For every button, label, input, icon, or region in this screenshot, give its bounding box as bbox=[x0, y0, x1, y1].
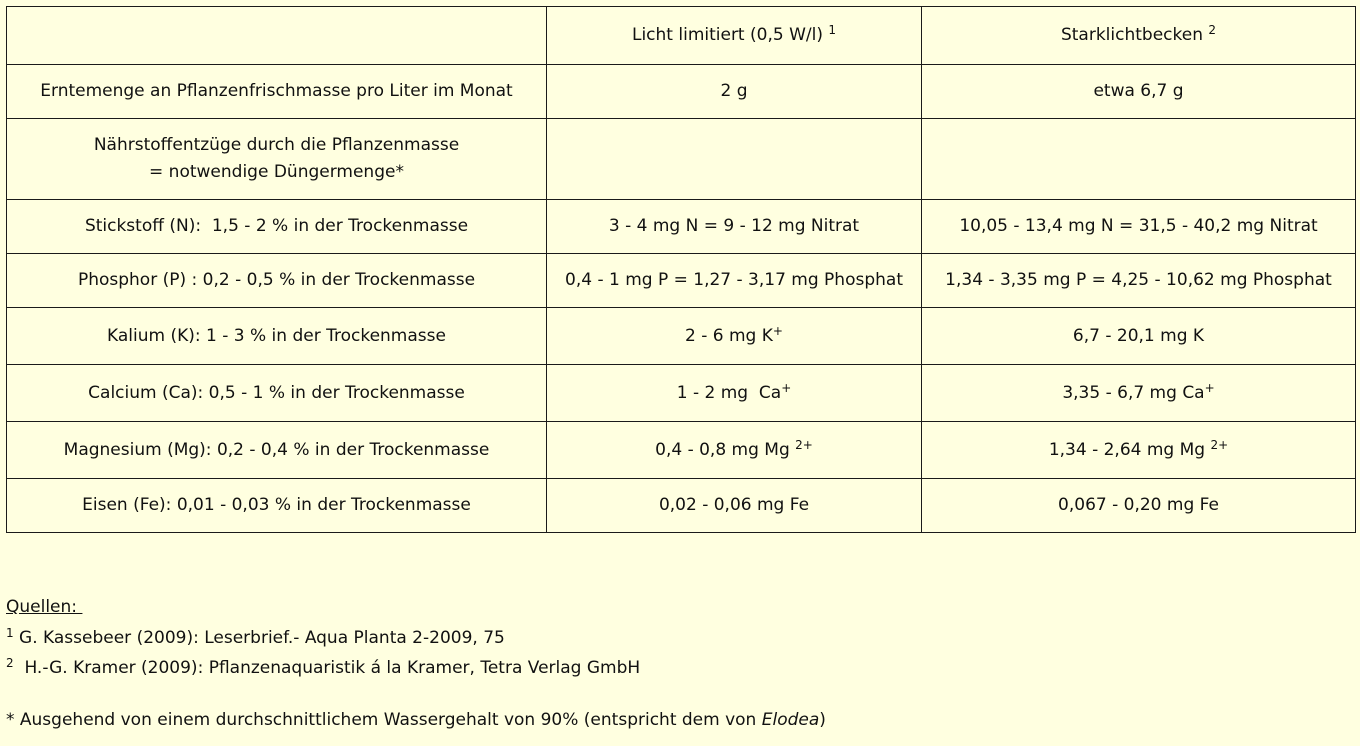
cell-strong-light bbox=[922, 119, 1356, 200]
header-cell-empty bbox=[7, 7, 547, 65]
cell-strong-light: 10,05 - 13,4 mg N = 31,5 - 40,2 mg Nitrat bbox=[922, 200, 1356, 254]
footnote-text: * Ausgehend von einem durchschnittlichem Wassergehalt von 90% (entspricht dem von bbox=[6, 710, 762, 730]
footnote-close: ) bbox=[819, 710, 826, 730]
row-label-line2: = notwendige Düngermenge* bbox=[149, 162, 404, 182]
row-label-line1: Nährstoffentzüge durch die Pflanzenmasse bbox=[93, 135, 460, 155]
cell-light-limited: 2 - 6 mg K+ bbox=[547, 308, 922, 365]
row-label bbox=[7, 119, 547, 200]
cell-light-limited bbox=[547, 119, 922, 200]
table-row bbox=[7, 308, 1356, 365]
row-label: Calcium (Ca): 0,5 - 1 % in der Trockenmasse bbox=[7, 365, 547, 422]
table-row bbox=[7, 119, 1356, 200]
header-cell-light-limited: Licht limitiert (0,5 W/l) $^1$ bbox=[547, 7, 922, 65]
table-row bbox=[7, 65, 1356, 119]
table-row bbox=[7, 479, 1356, 533]
row-label: Eisen (Fe): 0,01 - 0,03 % in der Trockenmasse bbox=[7, 479, 547, 533]
cell-strong-light: 6,7 - 20,1 mg K bbox=[922, 308, 1356, 365]
table-row bbox=[7, 365, 1356, 422]
cell-light-limited: 1 - 2 mg Ca+ bbox=[547, 365, 922, 422]
row-label: Kalium (K): 1 - 3 % in der Trockenmasse bbox=[7, 308, 547, 365]
row-label: Stickstoff (N): 1,5 - 2 % in der Trockenmasse bbox=[7, 200, 547, 254]
cell-light-limited: 3 - 4 mg N = 9 - 12 mg Nitrat bbox=[547, 200, 922, 254]
cell-light-limited: 0,4 - 0,8 mg Mg $^{2+}$ bbox=[547, 422, 922, 479]
footnote-species: Elodea bbox=[761, 710, 820, 730]
table-header-row bbox=[7, 7, 1356, 65]
cell-strong-light: 1,34 - 3,35 mg P = 4,25 - 10,62 mg Phosphat bbox=[922, 254, 1356, 308]
sources-section bbox=[6, 592, 640, 684]
row-label: Erntemenge an Pflanzenfrischmasse pro Liter im Monat bbox=[7, 65, 547, 119]
cell-strong-light: 0,067 - 0,20 mg Fe bbox=[922, 479, 1356, 533]
nutrient-table bbox=[6, 6, 1356, 533]
cell-strong-light: 3,35 - 6,7 mg Ca+ bbox=[922, 365, 1356, 422]
table-row bbox=[7, 422, 1356, 479]
sources-title: Quellen: bbox=[6, 597, 83, 617]
cell-strong-light: 1,34 - 2,64 mg Mg $^{2+}$ bbox=[922, 422, 1356, 479]
cell-strong-light: etwa 6,7 g bbox=[922, 65, 1356, 119]
table-row bbox=[7, 200, 1356, 254]
table-row bbox=[7, 254, 1356, 308]
cell-light-limited: 2 g bbox=[547, 65, 922, 119]
source-item: $^1$ G. Kassebeer (2009): Leserbrief.- Aqua Planta 2-2009, 75 bbox=[6, 625, 505, 648]
source-item: $^2$ H.-G. Kramer (2009): Pflanzenaquaristik á la Kramer, Tetra Verlag GmbH bbox=[6, 656, 641, 678]
cell-light-limited: 0,4 - 1 mg P = 1,27 - 3,17 mg Phosphat bbox=[547, 254, 922, 308]
row-label: Magnesium (Mg): 0,2 - 0,4 % in der Trockenmasse bbox=[7, 422, 547, 479]
footnote bbox=[6, 705, 826, 735]
header-cell-strong-light: Starklichtbecken $^2$ bbox=[922, 7, 1356, 65]
row-label: Phosphor (P) : 0,2 - 0,5 % in der Trockenmasse bbox=[7, 254, 547, 308]
cell-light-limited: 0,02 - 0,06 mg Fe bbox=[547, 479, 922, 533]
